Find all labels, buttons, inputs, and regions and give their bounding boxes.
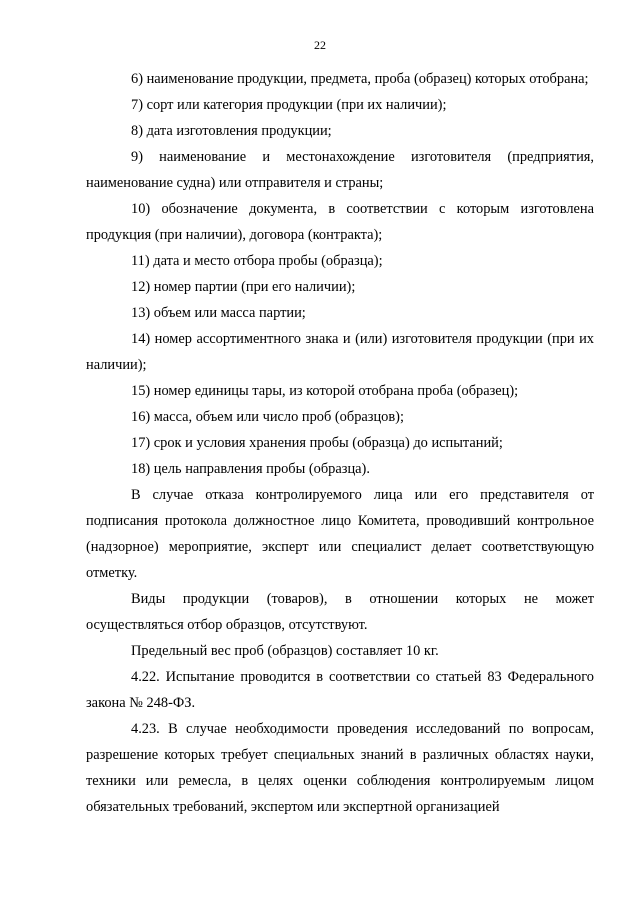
page-number: 22 — [314, 38, 326, 52]
paragraph-sample-weight: Предельный вес проб (образцов) составляет 10 кг. — [131, 643, 439, 659]
paragraph-product-types: Виды продукции (товаров), в отношении которых не может осуществляться отбор образцов, отсутствуют. — [86, 591, 594, 633]
list-item-15: 15) номер единицы тары, из которой отобрана проба (образец); — [131, 383, 519, 399]
paragraph-refusal: В случае отказа контролируемого лица или его представителя от подписания протокола должностное лицо Комитета, проводивший контрольное (надзорное) мероприятие, эксперт или специалист делает соответствующую отметку. — [86, 487, 594, 581]
list-item-16: 16) масса, объем или число проб (образцов); — [131, 409, 404, 425]
list-item-13: 13) объем или масса партии; — [131, 305, 306, 321]
list-item-18: 18) цель направления пробы (образца). — [131, 461, 370, 477]
list-item-11: 11) дата и место отбора пробы (образца); — [131, 253, 383, 269]
list-item-12: 12) номер партии (при его наличии); — [131, 279, 356, 295]
clause-4-23: 4.23. В случае необходимости проведения исследований по вопросам, разрешение которых требует специальных знаний в различных областях науки, техники или ремесла, в целях оценки соблюдения контролируемым лицом обязательных требований, экспертом или экспертной организацией — [86, 721, 594, 815]
list-item-7: 7) сорт или категория продукции (при их наличии); — [131, 97, 447, 113]
list-item-6: 6) наименование продукции, предмета, проба (образец) которых отобрана; — [131, 71, 589, 87]
list-item-10: 10) обозначение документа, в соответствии с которым изготовлена продукция (при наличии), договора (контракта); — [86, 201, 594, 243]
list-item-14: 14) номер ассортиментного знака и (или) изготовителя продукции (при их наличии); — [86, 331, 594, 373]
list-item-9: 9) наименование и местонахождение изготовителя (предприятия, наименование судна) или отправителя и страны; — [86, 149, 594, 191]
list-item-8: 8) дата изготовления продукции; — [131, 123, 332, 139]
document-body — [86, 66, 594, 820]
clause-4-22: 4.22. Испытание проводится в соответствии со статьей 83 Федерального закона № 248-ФЗ. — [86, 669, 594, 711]
list-item-17: 17) срок и условия хранения пробы (образца) до испытаний; — [131, 435, 503, 451]
